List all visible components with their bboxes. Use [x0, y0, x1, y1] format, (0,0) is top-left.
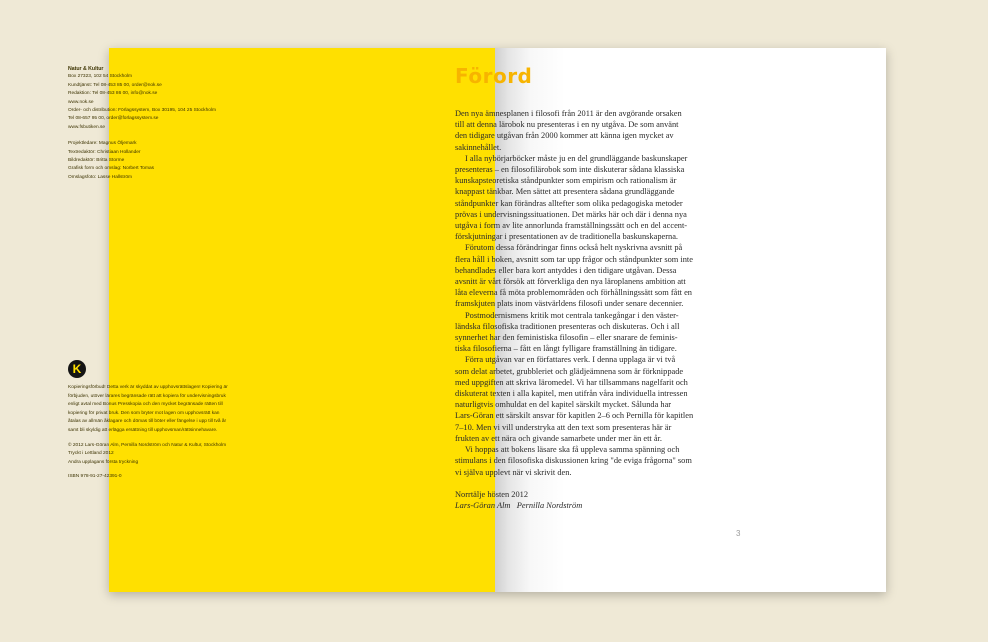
credit-line: Projektledare: Magnus Öljemark [68, 141, 137, 147]
text-line: ståndpunkter kan förändras alltefter som olika pedagogiska metoder [455, 198, 683, 208]
text-line: den tidigare utgåvan från 2000 kommer att känna igen mycket av [455, 131, 674, 141]
text-line: I alla nybörjarböcker måste ju en del grundläggande baskunskaper [465, 153, 688, 163]
text-line: frukten av ett nära och givande samarbete under mer än ett år. [455, 433, 662, 443]
order-contact: Tel 08-657 95 00, order@forlagssystem.se [68, 116, 159, 122]
text-line: stimulans i den filosofiska diskussionen kring "de eviga frågorna" som [455, 456, 692, 466]
text-line: 7–10. Men vi vill understryka att den text som presenteras här är [455, 422, 672, 432]
text-line: synnerhet har den feministiska filosofin – eller snarare de feminis- [455, 333, 678, 343]
isbn: ISBN 978-91-27-42391-0 [68, 474, 122, 480]
copyright-line: © 2012 Lars-Göran Alm, Pernilla Nordström och Natur & Kultur, Stockholm [68, 442, 227, 448]
website-2: www.fsbutiken.se [68, 124, 106, 130]
text-line: som delat arbetet, grubbleriet och glädjeämnena som är förknippade [455, 366, 684, 376]
text-line: till att denna lärobok nu presenteras i en ny utgåva. De som använt [455, 120, 679, 130]
text-line: behandlades eller bara kort antyddes i den tidigare utgåvan. Dessa [455, 265, 677, 275]
copyright-notice [68, 384, 258, 436]
legal-block [68, 384, 258, 488]
text-line: knappast tänkbar. Men sättet att presentera sådana grundläggande [455, 187, 675, 197]
text-line: Förra utgåvan var en författares verk. I denna upplaga är vi två [465, 355, 676, 365]
notice-line: Kopieringsförbud! Detta verk är skyddat av upphovsrättslagen! Kopiering är [68, 385, 228, 390]
editorial-contact: Redaktion: Tel 08-453 86 00, info@nok.se [68, 91, 158, 97]
printed-line: Tryckt i Lettland 2012 [68, 451, 114, 457]
signature-block [455, 489, 705, 511]
foreword-text [455, 108, 705, 511]
text-line: Lars-Göran ett särskilt ansvar för kapitlen 2–6 och Pernilla för kapitlen [455, 411, 694, 421]
author-name: Lars-Göran Alm [455, 500, 511, 510]
text-line: tiska filosofierna – fått en långt fylligare framställning än tidigare. [455, 344, 677, 354]
text-line: Postmodernismens kritik mot centrala tankegångar i den väster- [465, 310, 679, 320]
credit-line: Bildredaktör: Britta Storme [68, 158, 125, 164]
text-line: naturligtvis omhuldat en del kapitel särskilt mycket. Sålunda har [455, 400, 672, 410]
text-line: ländska filosofiska traditionen presenteras och diskuteras. Och i all [455, 321, 680, 331]
notice-line: enligt avtal med Bonus Presskopia och den mycket begränsade rätten till [68, 402, 223, 408]
credit-line: Omslagsfoto: Lasse Hallström [68, 174, 132, 180]
author-names [455, 500, 705, 511]
publisher-logo: K [68, 360, 86, 378]
text-line: med uppgiften att skriva läromedel. Vi har tillsammans nagelfarit och [455, 377, 688, 387]
customer-service: Kundtjänst: Tel 08-453 85 00, order@nok.se [68, 82, 162, 88]
text-line: framskjuten plats inom västvärldens filosofi under senare decennier. [455, 299, 684, 309]
text-line: sakinnehållet. [455, 142, 502, 152]
copyright-info [68, 442, 258, 468]
text-line: flera håll i boken, avsnitt som tar upp frågor och ståndpunkter som inte [455, 254, 693, 264]
text-line: kunskapsteoretiska ståndpunkter som empirism och rationalism är [455, 176, 677, 186]
website: www.nok.se [68, 99, 94, 105]
author-name: Pernilla Nordström [516, 500, 583, 510]
order-distribution: Order- och distribution: Förlagssystem, Box 30195, 104 25 Stockholm [68, 108, 216, 114]
notice-line: samt bli skyldig att erlägga ersättning till upphovsman/rättsinnehavare. [68, 427, 218, 433]
publisher-name: Natur & Kultur [68, 66, 104, 72]
page-title: Förord [455, 64, 533, 88]
text-line: Den nya ämnesplanen i filosofi från 2011 är den avgörande orsaken [455, 109, 682, 118]
text-line: förskjutningar i presentationen av de traditionella baskunskaperna. [455, 232, 679, 242]
text-line: vi själva upplevt när vi skrivit den. [455, 467, 572, 477]
notice-line: åtalas av allmän åklagare och dömas till böter eller fängelse i upp till två år [68, 419, 227, 425]
text-line: låta eleverna få möta problemområden och förhållningssätt som fått en [455, 288, 692, 298]
place-date: Norrtälje hösten 2012 [455, 489, 529, 499]
text-line: prövas i undervisningssituationen. Det märks här och där i denna nya [455, 209, 687, 219]
publisher-address: Box 27323, 102 54 Stockholm [68, 74, 133, 80]
text-line: avsnitt är vårt försök att förverkliga den nya läroplanens ambition att [455, 277, 686, 287]
text-line: utgåva i form av lite annorlunda framställningssätt och en del accent- [455, 221, 688, 231]
text-line: Vi hoppas att bokens läsare ska få uppleva samma spänning och [465, 445, 680, 455]
edition-line: Andra upplagans första tryckning [68, 459, 139, 465]
page-number: 3 [736, 529, 741, 538]
text-line: diskuterat texten i alla kapitel, men utifrån våra individuella intressen [455, 389, 688, 399]
credit-line: Textredaktör: Christiaan Hollander [68, 149, 141, 155]
imprint-block [68, 65, 278, 182]
notice-line: förbjuden, utöver lärares begränsade rätt att kopiera för undervisningsbruk [68, 393, 226, 399]
credit-line: Grafisk form och omslag: Norbert Tomas [68, 166, 155, 172]
text-line: Förutom dessa förändringar finns också helt nyskrivna avsnitt på [465, 243, 683, 253]
text-line: presenteras – en filosofilärobok som inte diskuterar sådana klassiska [455, 165, 685, 175]
notice-line: kopiering för privat bruk. Den som bryter mot lagen om upphovsrätt kan [68, 410, 220, 416]
